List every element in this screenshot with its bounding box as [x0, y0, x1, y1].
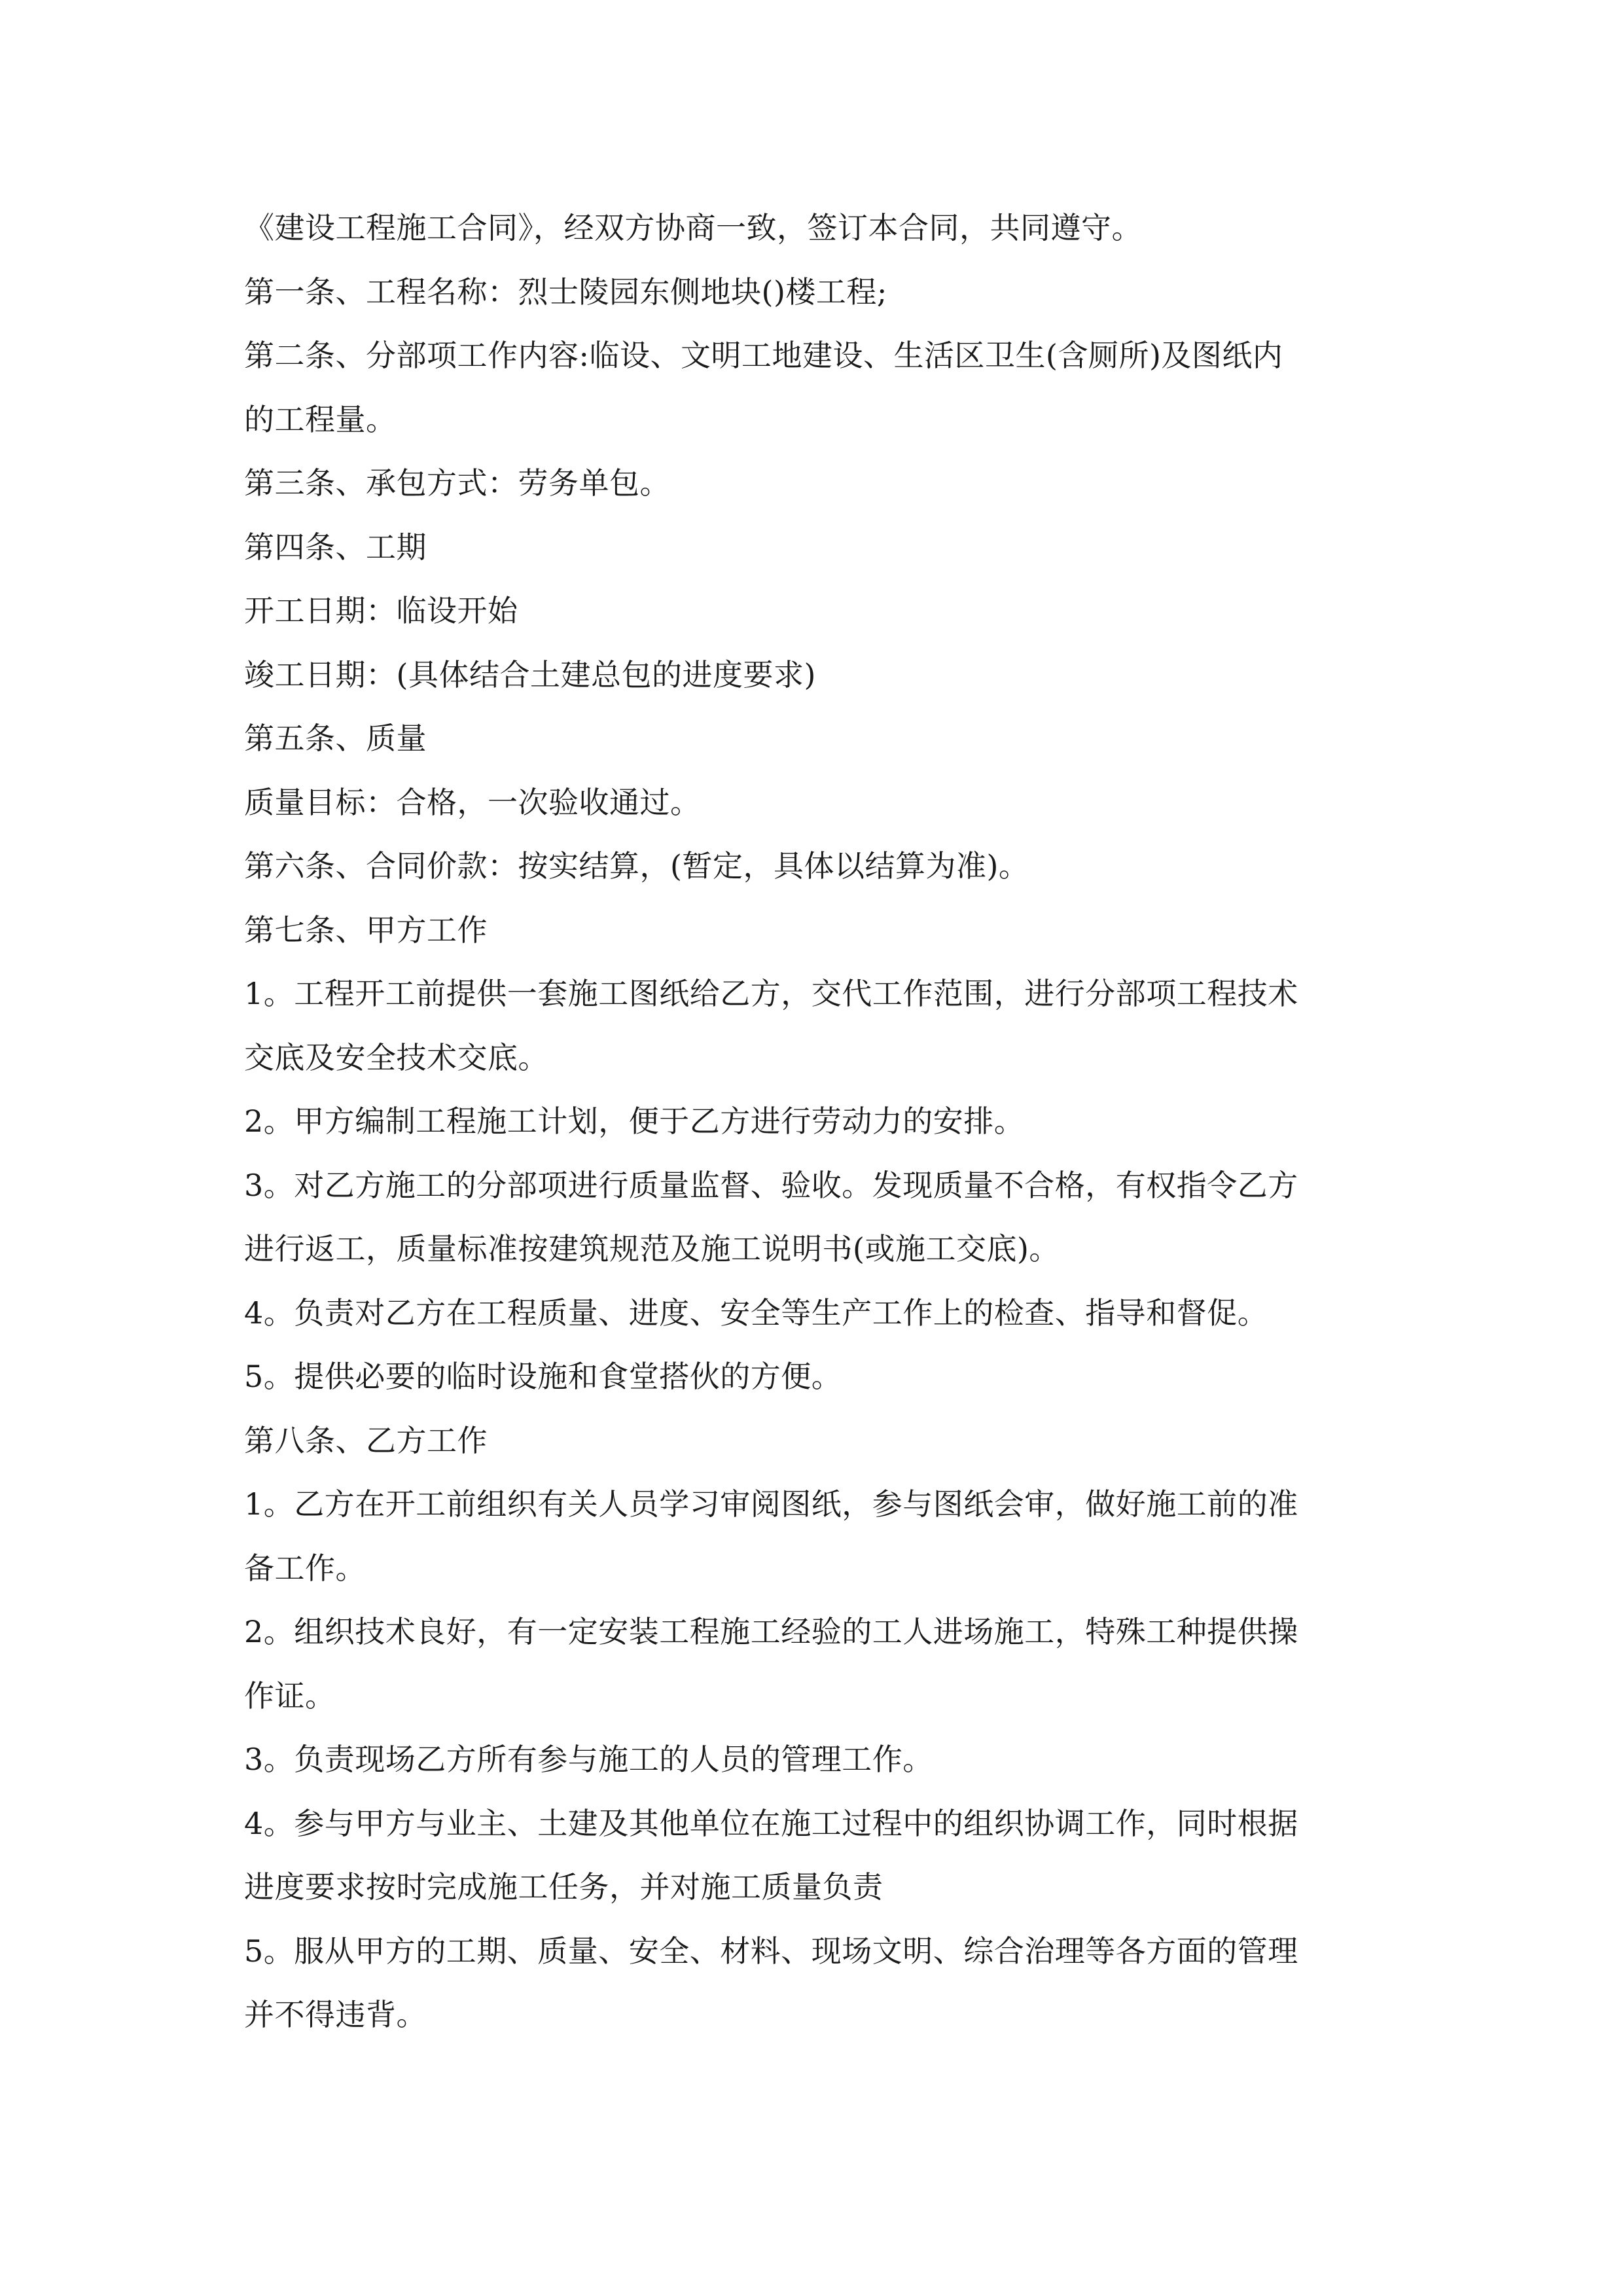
text-line: 1。工程开工前提供一套施工图纸给乙方，交代工作范围，进行分部项工程技术 — [244, 976, 1298, 1011]
text-line: 4。参与甲方与业主、土建及其他单位在施工过程中的组织协调工作，同时根据 — [244, 1805, 1298, 1841]
text-line: 质量目标：合格，一次验收通过。 — [244, 784, 701, 820]
text-line: 第七条、甲方工作 — [244, 912, 488, 948]
text-line: 4。负责对乙方在工程质量、进度、安全等生产工作上的检查、指导和督促。 — [244, 1295, 1268, 1331]
text-line: 1。乙方在开工前组织有关人员学习审阅图纸，参与图纸会审，做好施工前的准 — [244, 1486, 1298, 1522]
text-line: 交底及安全技术交底。 — [244, 1039, 548, 1075]
text-line: 第五条、质量 — [244, 721, 427, 756]
text-line: 3。负责现场乙方所有参与施工的人员的管理工作。 — [244, 1742, 933, 1777]
text-line: 作证。 — [244, 1677, 336, 1713]
text-line: 第二条、分部项工作内容:临设、文明工地建设、生活区卫生(含厕所)及图纸内 — [244, 338, 1283, 373]
text-line: 第六条、合同价款：按实结算，(暂定，具体以结算为准)。 — [244, 848, 1029, 884]
text-line: 的工程量。 — [244, 401, 397, 437]
text-line: 备工作。 — [244, 1550, 366, 1586]
text-line: 2。组织技术良好，有一定安装工程施工经验的工人进场施工，特殊工种提供操 — [244, 1614, 1298, 1649]
document-body — [244, 196, 1383, 2047]
text-line: 竣工日期：(具体结合土建总包的进度要求) — [244, 656, 816, 692]
text-line: 5。提供必要的临时设施和食堂搭伙的方便。 — [244, 1359, 842, 1394]
text-line: 第八条、乙方工作 — [244, 1422, 488, 1458]
text-line: 《建设工程施工合同》，经双方协商一致，签订本合同，共同遵守。 — [244, 210, 1142, 245]
text-line: 2。甲方编制工程施工计划，便于乙方进行劳动力的安排。 — [244, 1103, 1025, 1139]
text-line: 3。对乙方施工的分部项进行质量监督、验收。发现质量不合格，有权指令乙方 — [244, 1167, 1298, 1203]
text-line: 第一条、工程名称：烈士陵园东侧地块()楼工程; — [244, 274, 887, 310]
text-line: 并不得违背。 — [244, 1997, 427, 2032]
text-line: 开工日期：临设开始 — [244, 593, 518, 628]
text-line: 第三条、承包方式：劳务单包。 — [244, 465, 670, 501]
text-line: 5。服从甲方的工期、质量、安全、材料、现场文明、综合治理等各方面的管理 — [244, 1933, 1298, 1969]
text-line: 进度要求按时完成施工任务，并对施工质量负责 — [244, 1869, 883, 1905]
text-line: 第四条、工期 — [244, 529, 427, 565]
text-line: 进行返工，质量标准按建筑规范及施工说明书(或施工交底)。 — [244, 1231, 1060, 1266]
